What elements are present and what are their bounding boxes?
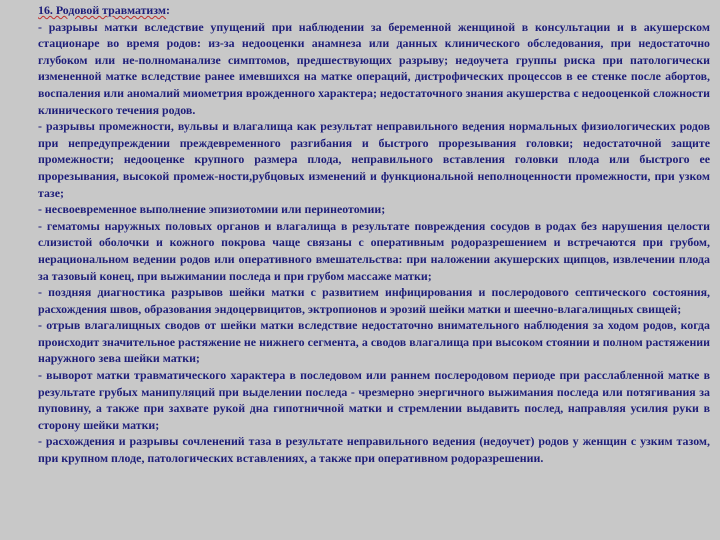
paragraph-hematomas: - гематомы наружных половых органов и влагалища в результате повреждения сосудов в родах без нарушения целости слизистой оболочки и кожного покрова чаще связаны с оперативным родоразрешением и встречаются при грубом, нерациональном ведении родов или оперативного вмешательства: при наложении акушерских щипцов, извлечении плода за тазовый конец, при выжимании последа и при грубом массаже матки; xyxy=(38,218,710,283)
paragraph-pelvic-joints: - расхождения и разрывы сочленений таза в результате неправильного ведения (недоучет) родов у женщин с узким тазом, при крупном плоде, патологических вставлениях, а также при оперативном родоразрешении. xyxy=(38,434,710,466)
paragraph-uterine-rupture: - разрывы матки вследствие упущений при наблюдении за беременной женщиной в консультации и в акушерском стационаре во время родов: из-за недооценки анамнеза или данных клинического обследования, при недостаточно глубоком или не-полноманализе симптомов, предшествующих разрыву; недоучета группы риска при патологически измененной матке вследствие ранее имевшихся на матке операций, дистрофических процессов в ее стенке после абортов, воспаления или аномалий миометрия врожденного характера; недостаточного знания акушерства с недооценкой сложности клинического течения родов. xyxy=(38,19,710,117)
paragraph-vaginal-vault: - отрыв влагалищных сводов от шейки матки вследствие недостаточно внимательного наблюдения за ходом родов, когда происходит значительное растяжение не нижнего сегмента, а сводов влагалища при высоком стоянии и полном растяжении наружного зева шейки матки; xyxy=(38,318,710,366)
title-colon: : xyxy=(166,3,170,17)
paragraph-uterine-inversion: - выворот матки травматического характера в последовом или раннем послеродовом периоде при расслабленной матке в результате грубых манипуляций при выделении последа - чрезмерно энергичного выжимания последа или потягивания за пуповину, а также при захвате рукой дна гипотничной матки и стремлении выдавить послед, направляя усилия руки в сторону шейки матки; xyxy=(38,368,710,432)
page-title: 16. Родовой травматизм xyxy=(38,3,166,17)
title-line xyxy=(38,2,710,19)
paragraph-episiotomy: - несвоевременное выполнение эпизиотомии или перинеотомии; xyxy=(38,202,386,217)
paragraph-cervical-tears: - поздняя диагностика разрывов шейки матки с развитием инфицирования и послеродового септического состояния, расхождения швов, образования эндоцервицитов, эктропионов и эрозий шейки матки и шеечно-влагалищных свищей; xyxy=(38,285,710,316)
paragraph-perineal-tears: - разрывы промежности, вульвы и влагалища как результат неправильного ведения нормальных физиологических родов при непредупреждении преждевременного разгибания и быстрого прорезывания головки; недостаточной защите промежности; недооценке крупного размера плода, неправильного вставления головки плода или быстрого ее прорезывания, высокой промеж-ности,рубцовых изменений и функциональной неполноценности промежности, при узком тазе; xyxy=(38,119,710,200)
